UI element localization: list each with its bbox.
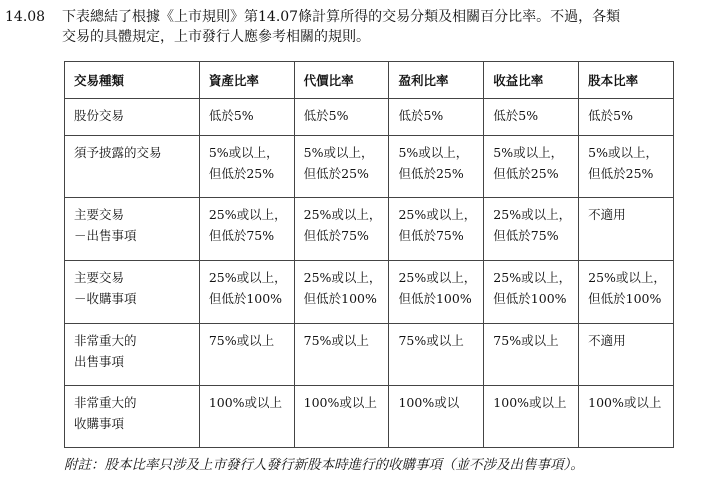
cell-line: 但低於100% bbox=[493, 291, 567, 306]
table-row bbox=[65, 99, 674, 136]
ratio-cell bbox=[294, 386, 389, 448]
cell-line: 100%或以上 bbox=[208, 395, 283, 410]
transaction-type-cell bbox=[65, 136, 200, 198]
ratio-cell bbox=[484, 386, 579, 448]
ratio-cell bbox=[389, 99, 484, 136]
cell-line: 出售事項 bbox=[74, 354, 125, 369]
ratio-cell bbox=[484, 324, 579, 386]
cell-line: 75%或以上 bbox=[208, 333, 275, 348]
section-number: 14.08 bbox=[5, 9, 46, 25]
cell-line: 非常重大的 bbox=[74, 395, 137, 410]
header-assets-ratio: 資產比率 bbox=[199, 62, 294, 99]
intro-line-2: 交易的具體規定，上市發行人應參考相關的規則。 bbox=[62, 29, 370, 45]
cell-line: 100%或以 bbox=[398, 395, 460, 410]
cell-line: 但低於100% bbox=[588, 291, 662, 306]
header-consideration-ratio: 代價比率 bbox=[294, 62, 389, 99]
cell-line: 25%或以上， bbox=[303, 207, 382, 222]
cell-line: 5%或以上， bbox=[208, 145, 279, 160]
cell-line: 低於5% bbox=[208, 108, 254, 123]
cell-line: 25%或以上， bbox=[398, 207, 477, 222]
ratio-cell bbox=[389, 198, 484, 261]
ratio-cell bbox=[579, 198, 674, 261]
cell-line: 非常重大的 bbox=[74, 333, 137, 348]
ratio-cell bbox=[294, 198, 389, 261]
cell-line: 100%或以上 bbox=[588, 395, 662, 410]
cell-line: 100%或以上 bbox=[303, 395, 377, 410]
cell-line: 25%或以上， bbox=[208, 207, 287, 222]
table-row bbox=[65, 386, 674, 448]
ratio-cell bbox=[199, 136, 294, 198]
header-profits-ratio: 盈利比率 bbox=[389, 62, 484, 99]
ratio-cell bbox=[484, 136, 579, 198]
ratio-cell bbox=[579, 386, 674, 448]
intro-paragraph bbox=[62, 7, 712, 47]
transaction-type-cell bbox=[65, 99, 200, 136]
cell-line: 低於5% bbox=[398, 108, 444, 123]
intro-line-1: 下表總結了根據《上市規則》第14.07條計算所得的交易分類及相關百分比率。不過，各類 bbox=[62, 9, 621, 25]
cell-line: 75%或以上 bbox=[493, 333, 559, 348]
transaction-classification-table bbox=[64, 61, 674, 448]
cell-line: 低於5% bbox=[588, 108, 633, 123]
cell-line: 低於5% bbox=[493, 108, 539, 123]
cell-line: －出售事項 bbox=[74, 228, 137, 243]
cell-line: 不適用 bbox=[588, 333, 626, 348]
ratio-cell bbox=[579, 261, 674, 324]
cell-line: 5%或以上， bbox=[303, 145, 374, 160]
ratio-cell bbox=[484, 99, 579, 136]
ratio-cell bbox=[199, 386, 294, 448]
cell-line: 25%或以上， bbox=[208, 270, 287, 285]
cell-line: 75%或以上 bbox=[303, 333, 369, 348]
cell-line: 股份交易 bbox=[74, 108, 125, 123]
ratio-cell bbox=[199, 324, 294, 386]
cell-line: 25%或以上， bbox=[398, 270, 477, 285]
ratio-cell bbox=[199, 198, 294, 261]
ratio-cell bbox=[294, 99, 389, 136]
cell-line: 但低於100% bbox=[303, 291, 377, 306]
cell-line: 但低於25% bbox=[493, 166, 559, 181]
ratio-cell bbox=[389, 386, 484, 448]
table-row bbox=[65, 198, 674, 261]
cell-line: 25%或以上， bbox=[493, 270, 572, 285]
cell-line: 但低於75% bbox=[493, 228, 559, 243]
cell-line: 100%或以上 bbox=[493, 395, 567, 410]
cell-line: 但低於25% bbox=[303, 166, 369, 181]
cell-line: 但低於75% bbox=[208, 228, 275, 243]
cell-line: 5%或以上， bbox=[588, 145, 658, 160]
ratio-cell bbox=[294, 324, 389, 386]
ratio-cell bbox=[294, 261, 389, 324]
cell-line: 不適用 bbox=[588, 207, 626, 222]
header-revenue-ratio: 收益比率 bbox=[484, 62, 579, 99]
cell-line: 但低於100% bbox=[398, 291, 472, 306]
ratio-cell bbox=[199, 261, 294, 324]
ratio-cell bbox=[579, 99, 674, 136]
footnote: 附註：股本比率只涉及上市發行人發行新股本時進行的收購事項（並不涉及出售事項）。 bbox=[64, 457, 584, 473]
cell-line: 須予披露的交易 bbox=[74, 145, 162, 160]
transaction-type-cell bbox=[65, 198, 200, 261]
header-equity-capital-ratio: 股本比率 bbox=[579, 62, 674, 99]
cell-line: 5%或以上， bbox=[398, 145, 469, 160]
ratio-cell bbox=[389, 324, 484, 386]
transaction-type-cell bbox=[65, 261, 200, 324]
cell-line: 但低於25% bbox=[588, 166, 654, 181]
cell-line: 25%或以上， bbox=[303, 270, 382, 285]
cell-line: 主要交易 bbox=[74, 270, 125, 285]
transaction-type-cell bbox=[65, 324, 200, 386]
table-row bbox=[65, 136, 674, 198]
cell-line: 5%或以上， bbox=[493, 145, 564, 160]
cell-line: 但低於100% bbox=[208, 291, 283, 306]
table-row bbox=[65, 261, 674, 324]
cell-line: －收購事項 bbox=[74, 291, 137, 306]
cell-line: 25%或以上， bbox=[588, 270, 666, 285]
ratio-cell bbox=[484, 261, 579, 324]
cell-line: 但低於25% bbox=[208, 166, 275, 181]
ratio-cell bbox=[579, 324, 674, 386]
cell-line: 但低於75% bbox=[303, 228, 369, 243]
ratio-cell bbox=[199, 99, 294, 136]
table-header-row bbox=[65, 62, 674, 99]
cell-line: 75%或以上 bbox=[398, 333, 464, 348]
ratio-cell bbox=[294, 136, 389, 198]
header-transaction-type: 交易種類 bbox=[65, 62, 200, 99]
ratio-cell bbox=[579, 136, 674, 198]
cell-line: 25%或以上， bbox=[493, 207, 572, 222]
ratio-cell bbox=[389, 136, 484, 198]
ratio-cell bbox=[389, 261, 484, 324]
cell-line: 收購事項 bbox=[74, 416, 125, 431]
transaction-type-cell bbox=[65, 386, 200, 448]
table-row bbox=[65, 324, 674, 386]
cell-line: 但低於75% bbox=[398, 228, 464, 243]
cell-line: 但低於25% bbox=[398, 166, 464, 181]
cell-line: 低於5% bbox=[303, 108, 349, 123]
ratio-cell bbox=[484, 198, 579, 261]
cell-line: 主要交易 bbox=[74, 207, 125, 222]
